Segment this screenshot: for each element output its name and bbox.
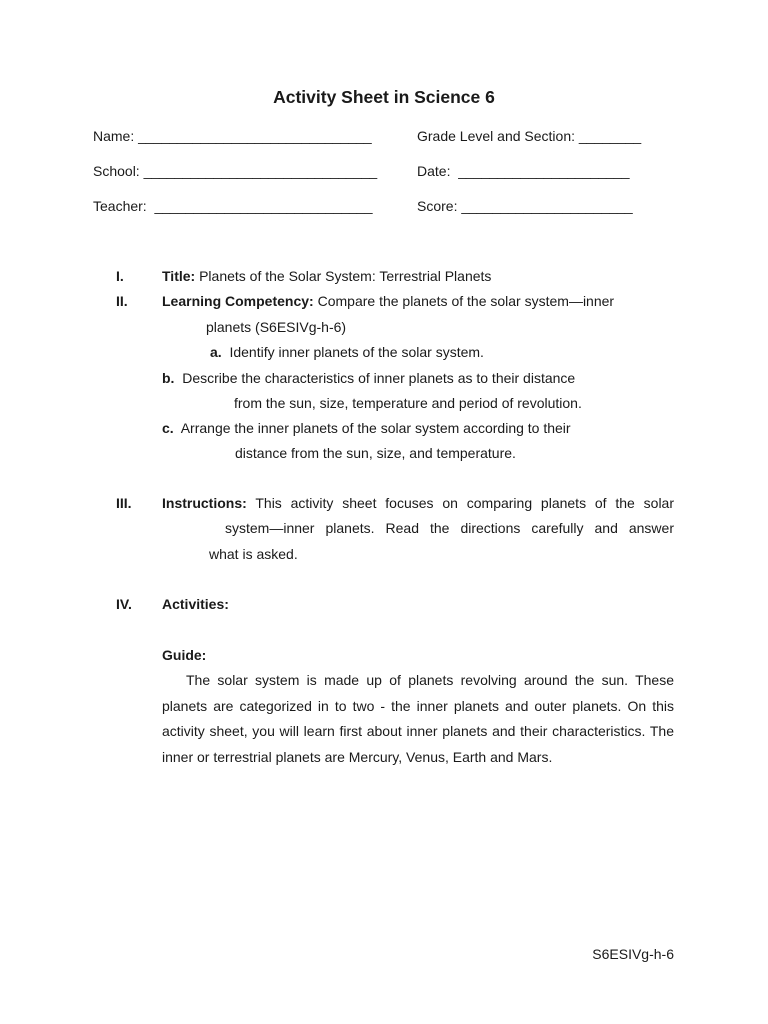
- objective-a: [210, 344, 484, 361]
- objective-c-label: c.: [162, 420, 174, 436]
- section-4-number: IV.: [116, 596, 132, 612]
- section-2-label: Learning Competency:: [162, 293, 314, 309]
- objective-b-label: b.: [162, 370, 175, 386]
- section-1-label: Title:: [162, 268, 196, 284]
- section-2-line-1: [162, 293, 614, 310]
- guide-paragraph: The solar system is made up of planets revolving around the sun. These planets are categorized in to two - the inner planets and outer planets. On this activity sheet, you will learn first about inner planets and their characteristics. The inner or terrestrial planets are Mercury, Venus, Earth and Mars.: [162, 672, 674, 765]
- section-3-label: Instructions:: [162, 495, 247, 511]
- objective-b: [162, 370, 575, 387]
- objective-c: [162, 420, 571, 437]
- school-date-row: [93, 163, 630, 179]
- section-1-title-line: [162, 268, 491, 285]
- school-label: School:: [93, 163, 140, 179]
- objective-b-text: Describe the characteristics of inner planets as to their distance: [182, 370, 576, 386]
- objective-a-label: a.: [210, 344, 222, 360]
- section-3-number: III.: [116, 495, 132, 511]
- objective-a-text: Identify inner planets of the solar system.: [229, 344, 484, 360]
- score-field[interactable]: ______________________: [461, 198, 633, 214]
- page-title: Activity Sheet in Science 6: [273, 87, 495, 107]
- grade-field[interactable]: ________: [578, 128, 642, 144]
- name-field[interactable]: ______________________________: [138, 128, 372, 144]
- name-label: Name:: [93, 128, 135, 144]
- section-1-text: Planets of the Solar System: Terrestrial Planets: [199, 268, 492, 284]
- section-3-line-2: system—inner planets. Read the directions carefully and answer: [225, 520, 674, 536]
- school-field[interactable]: ______________________________: [143, 163, 378, 179]
- section-2-line-2: planets (S6ESIVg-h-6): [206, 319, 347, 335]
- objective-c-cont: distance from the sun, size, and temperature.: [235, 445, 516, 461]
- section-3-line-1: [162, 495, 674, 511]
- name-grade-row: [93, 128, 642, 144]
- section-2-number: II.: [116, 293, 128, 309]
- objective-c-text: Arrange the inner planets of the solar system according to their: [180, 420, 571, 436]
- section-4-label: Activities:: [162, 596, 229, 612]
- date-label: Date:: [417, 163, 451, 179]
- section-3-line-3: what is asked.: [209, 546, 298, 562]
- teacher-field[interactable]: ____________________________: [154, 198, 373, 214]
- score-label: Score:: [417, 198, 458, 214]
- section-3-text: This activity sheet focuses on comparing planets of the solar: [255, 495, 675, 511]
- date-field[interactable]: ______________________: [458, 163, 630, 179]
- objective-b-cont: from the sun, size, temperature and period of revolution.: [234, 395, 582, 411]
- grade-label: Grade Level and Section:: [417, 128, 575, 144]
- section-2-text: Compare the planets of the solar system—inner: [317, 293, 615, 309]
- footer-code: S6ESIVg-h-6: [592, 946, 674, 962]
- teacher-label: Teacher:: [93, 198, 147, 214]
- guide-heading: Guide:: [162, 647, 207, 663]
- section-1-number: I.: [116, 268, 124, 284]
- teacher-score-row: [93, 198, 633, 214]
